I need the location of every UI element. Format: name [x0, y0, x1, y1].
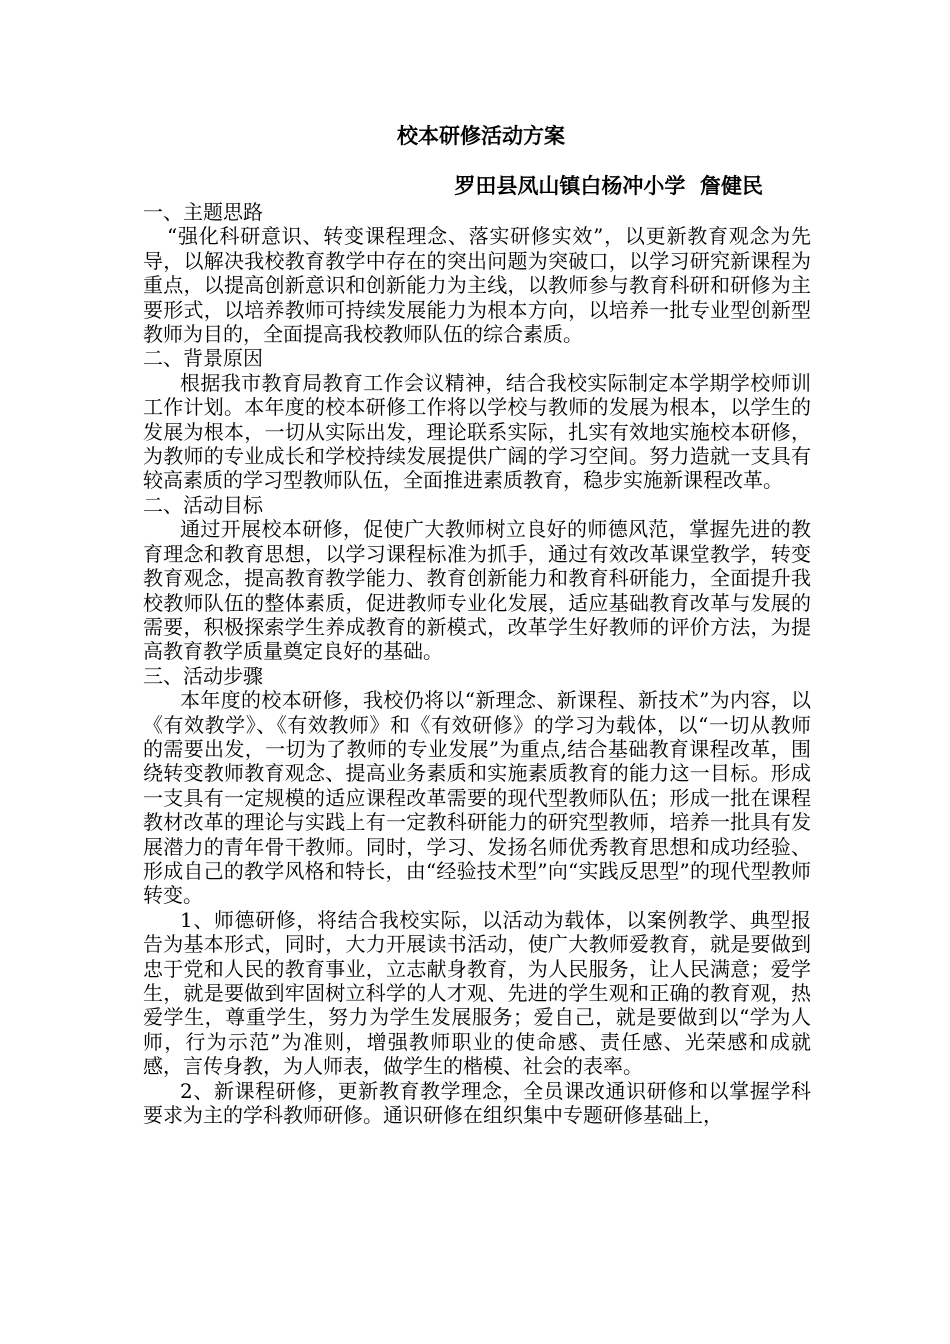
section-theme [143, 200, 811, 346]
section-paragraph: 根据我市教育局教育工作会议精神，结合我校实际制定本学期学校师训工作计划。本年度的校本研修工作将以学校与教师的发展为根本，以学生的发展为根本，一切从实际出发，理论联系实际，扎实有效地实施校本研修，为教师的专业成长和学校持续发展提供广阔的学习空间。努力造就一支具有较高素质的学习型教师队伍，全面推进素质教育，稳步实施新课程改革。 [143, 370, 811, 493]
section-paragraph: 2、新课程研修，更新教育教学理念，全员课改通识研修和以掌握学科要求为主的学科教师研修。通识研修在组织集中专题研修基础上， [143, 1078, 811, 1128]
section-steps [143, 664, 811, 1128]
section-paragraph: 本年度的校本研修，我校仍将以“新理念、新课程、新技术”为内容，以《有效教学》、《有效教师》和《有效研修》的学习为载体，以“一切从教师的需要出发，一切为了教师的专业发展”为重点,结合基础教育课程改革，围绕转变教师教育观念、提高业务素质和实施素质教育的能力这一目标。形成一支具有一定规模的适应课程改革需要的现代型教师队伍；形成一批在课程教材改革的理论与实践上有一定教科研能力的研究型教师，培养一批具有发展潜力的青年骨干教师。同时，学习、发扬名师优秀教育思想和成功经验、形成自己的教学风格和特长，由“经验技术型”向“实践反思型”的现代型教师转变。 [143, 688, 811, 908]
section-heading: 二、活动目标 [143, 492, 263, 517]
section-goals [143, 493, 811, 664]
document-author: 罗田县凤山镇白杨冲小学 詹健民 [454, 173, 763, 198]
section-heading: 二、背景原因 [143, 346, 263, 371]
section-heading: 三、活动步骤 [143, 663, 263, 688]
document-title: 校本研修活动方案 [397, 123, 565, 148]
section-paragraph: 通过开展校本研修，促使广大教师树立良好的师德风范，掌握先进的教育理念和教育思想，以学习课程标准为抓手，通过有效改革课堂教学，转变教育观念，提高教育教学能力、教育创新能力和教育科研能力，全面提升我校教师队伍的整体素质，促进教师专业化发展，适应基础教育改革与发展的需要，积极探索学生养成教育的新模式，改革学生好教师的评价方法，为提高教育教学质量奠定良好的基础。 [143, 517, 811, 664]
section-heading: 一、主题思路 [143, 200, 263, 224]
section-paragraph: 1、师德研修，将结合我校实际，以活动为载体，以案例教学、典型报告为基本形式，同时，大力开展读书活动，使广大教师爱教育，就是要做到忠于党和人民的教育事业，立志献身教育，为人民服务，让人民满意；爱学生，就是要做到牢固树立科学的人才观、先进的学生观和正确的教育观，热爱学生，尊重学生，努力为学生发展服务；爱自己，就是要做到以“学为人师，行为示范”为准则，增强教师职业的使命感、责任感、光荣感和成就感，言传身教，为人师表，做学生的楷模、社会的表率。 [143, 907, 811, 1079]
section-paragraph: “强化科研意识、转变课程理念、落实研修实效”，以更新教育观念为先导，以解决我校教育教学中存在的突出问题为突破口，以学习研究新课程为重点，以提高创新意识和创新能力为主线，以教师参与教育科研和研修为主要形式，以培养教师可持续发展能力为根本方向，以培养一批专业型创新型教师为目的，全面提高我校教师队伍的综合素质。 [143, 224, 811, 347]
document-page [143, 122, 811, 1127]
section-background [143, 346, 811, 492]
